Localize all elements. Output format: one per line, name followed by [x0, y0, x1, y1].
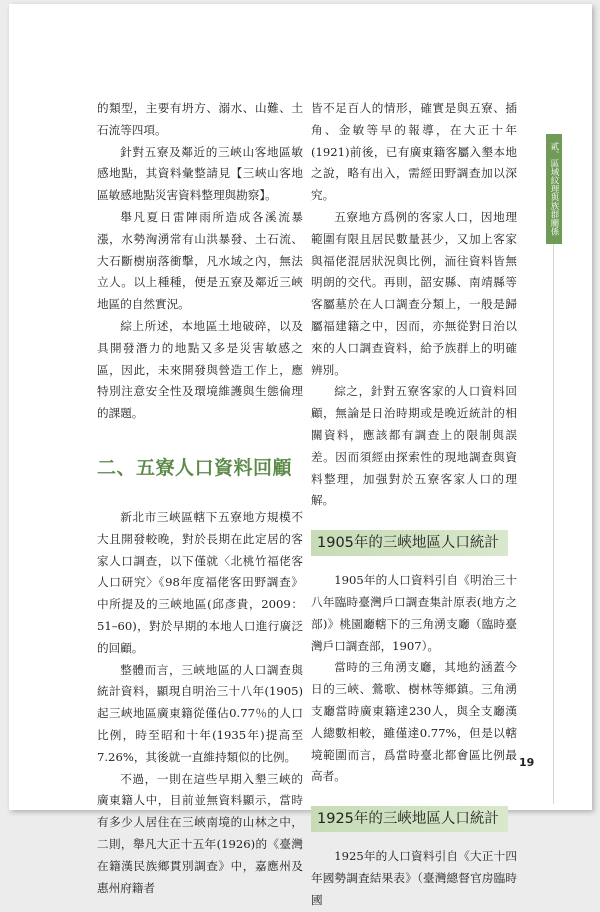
chapter-side-tab-label: 貳、區域紋理與族群關係: [549, 142, 559, 236]
left-column: [97, 98, 303, 899]
right-paragraph-6: 1925年的人口資料引自《大正十四年國勢調査結果表》（臺灣總督官房臨時國: [311, 849, 517, 907]
page-number: 19: [519, 756, 535, 769]
right-paragraph-2: 五寮地方爲例的客家人口，因地理範圍有限且居民數量甚少，又加上客家與福佬混居狀況與比例，洏往資料皆無明朗的交代。再則，韶安縣、南靖縣等客屬墓於在人口調查分類上，一般是歸屬福建籍之中，因而，亦無從對日治以來的人口調查資料，給予族群上的明確辨別。: [311, 209, 517, 377]
right-column: [311, 98, 517, 912]
left-paragraph-1: 的類型，主要有坍方、溺水、山難、土石流等四項。: [97, 101, 303, 137]
section-heading: 二、五寮人口資料回顧: [97, 456, 293, 479]
chapter-side-tab: [546, 134, 562, 244]
left-paragraph-5: 新北市三峽區轄下五寮地方規模不大且開發較晚，對於長期在此定居的客家人口調查，以下僅就〈北桃竹福佬客人口研究〉《98年度福佬客田野調查》中所提及的三峽地區(邱彥貴，2009：51–60)，對於早期的本地人口進行廣泛的回顧。: [97, 509, 303, 655]
left-paragraph-3: 舉凡夏日雷陣雨所造成各溪流暴漲，水勢洶湧常有山洪暴發、土石流、大石斷樹崩落衝擊，凡水域之內，無法立人。以上種種，便是五寮及鄰近三峽地區的自然實況。: [97, 209, 303, 312]
subsection-heading-1905: 1905年的三峽地區人口統計: [311, 530, 508, 556]
right-paragraph-4: 1905年的人口資料引自《明治三十八年臨時臺灣戶口調查集計原表(地方之部)》桃園廳轄下的三角湧支廳（臨時臺灣戶口調查部，1907）。: [311, 573, 517, 653]
margin-divider: [553, 244, 554, 804]
right-paragraph-1: 皆不足百人的情形，確實是與五寮、插角、金敏等早的報導，在大正十年(1921)前後，已有廣東籍客屬入墾本地之說，略有出入，需經田野調查加以深究。: [311, 101, 517, 203]
left-paragraph-2: 針對五寮及鄰近的三峽山客地區敏感地點，其資料彙整請見【三峽山客地區敏感地點災害資料整理與勘察】。: [97, 144, 303, 203]
document-page: [9, 4, 592, 907]
left-paragraph-4: 綜上所述，本地區土地破碎，以及具開發潛力的地點又多是災害敏感之區，因此，未來開發與營造工作上，應特別注意安全性及環境維護與生態倫理的課題。: [97, 318, 303, 421]
left-paragraph-6: 整體而言，三峽地區的人口調查與統計資料，顯現自明治三十八年(1905)起三峽地區廣東籍從僅佔0.77％的人口比例，時至昭和十年(1935年)提高至7.26%，其後就一直維持類似的比例。: [97, 662, 303, 764]
right-paragraph-3: 綜之，針對五寮客家的人口資料回顧，無論是日治時期或是晚近統計的相關資料，應該都有調查上的限制與誤差。因而須經由探索性的現地調查與資料整理，加强對於五寮客家人口的理解。: [311, 384, 517, 508]
subsection-heading-1925: 1925年的三峽地區人口統計: [311, 806, 508, 832]
left-paragraph-7: 不過，一則在這些早期入墾三峽的廣東籍人中，目前並無資料顯示，當時有多少人居住在三峽南境的山林之中，二則，舉凡大正十五年(1926)的《臺灣在籍漢民族鄉貫別調查》中，嘉應州及惠州府籍者: [97, 771, 303, 895]
right-paragraph-5: 當時的三角湧支廳，其地約涵蓋今日的三峽、鶯歌、樹林等鄉鎮。三角湧支廳當時廣東籍達230人，與全支廳漢人總數相較，雖僅達0.77%，但是以轄境範圍而言，爲當時臺北都會區比例最高者。: [311, 660, 517, 784]
